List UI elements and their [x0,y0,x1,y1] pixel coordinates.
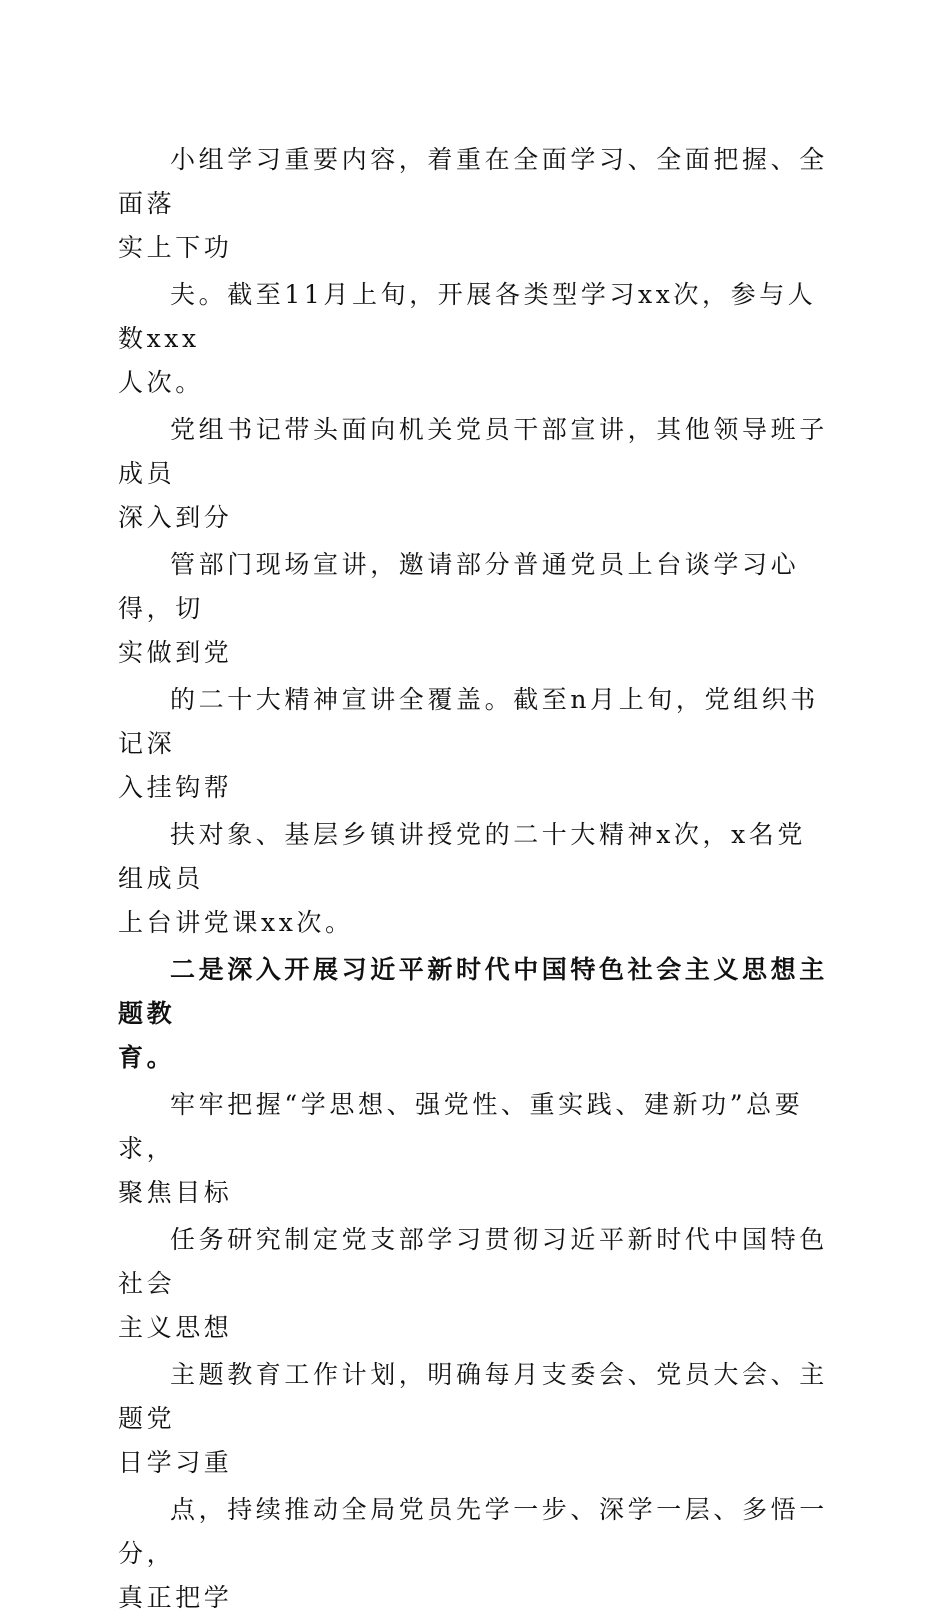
paragraph [118,408,830,540]
paragraph [118,138,830,270]
paragraph-line: 深入到分 [118,503,233,532]
paragraph [118,1218,830,1350]
paragraph-line: 党组书记带头面向机关党员干部宣讲，其他领导班子成员 [118,415,828,488]
paragraph-line: 主题教育工作计划，明确每月支委会、党员大会、主题党 [118,1360,828,1433]
paragraph-line: 实做到党 [118,638,233,667]
paragraph [118,813,830,945]
paragraph-line: 入挂钩帮 [118,773,233,802]
paragraph-line: 牢牢把握“学思想、强党性、重实践、建新功”总要求， [118,1090,804,1163]
paragraph-line: 主义思想 [118,1313,233,1342]
paragraph-line: 真正把学 [118,1583,233,1612]
paragraph-line: 日学习重 [118,1448,233,1477]
paragraph-line: 聚焦目标 [118,1178,233,1207]
paragraph [118,1488,830,1620]
paragraph-line: 人次。 [118,368,204,397]
paragraph [118,273,830,405]
paragraph [118,543,830,675]
section-heading [118,948,830,1080]
paragraph-line: 任务研究制定党支部学习贯彻习近平新时代中国特色社会 [118,1225,828,1298]
paragraph-line: 扶对象、基层乡镇讲授党的二十大精神x次，x名党组成员 [118,820,806,893]
paragraph-line: 二是深入开展习近平新时代中国特色社会主义思想主题教 [118,955,828,1028]
paragraph-line: 实上下功 [118,233,233,262]
paragraph-line: 的二十大精神宣讲全覆盖。截至n月上旬，党组织书记深 [118,685,819,758]
document-body [118,138,830,1623]
paragraph-line: 管部门现场宣讲，邀请部分普通党员上台谈学习心得，切 [118,550,800,623]
paragraph-line: 夫。截至11月上旬，开展各类型学习xx次，参与人数xxx [118,280,817,353]
paragraph-line: 育。 [118,1043,176,1072]
paragraph-line: 点，持续推动全局党员先学一步、深学一层、多悟一分， [118,1495,828,1568]
paragraph-line: 上台讲党课xx次。 [118,908,354,937]
paragraph-line: 小组学习重要内容，着重在全面学习、全面把握、全面落 [118,145,828,218]
paragraph [118,1353,830,1485]
paragraph [118,678,830,810]
paragraph [118,1083,830,1215]
